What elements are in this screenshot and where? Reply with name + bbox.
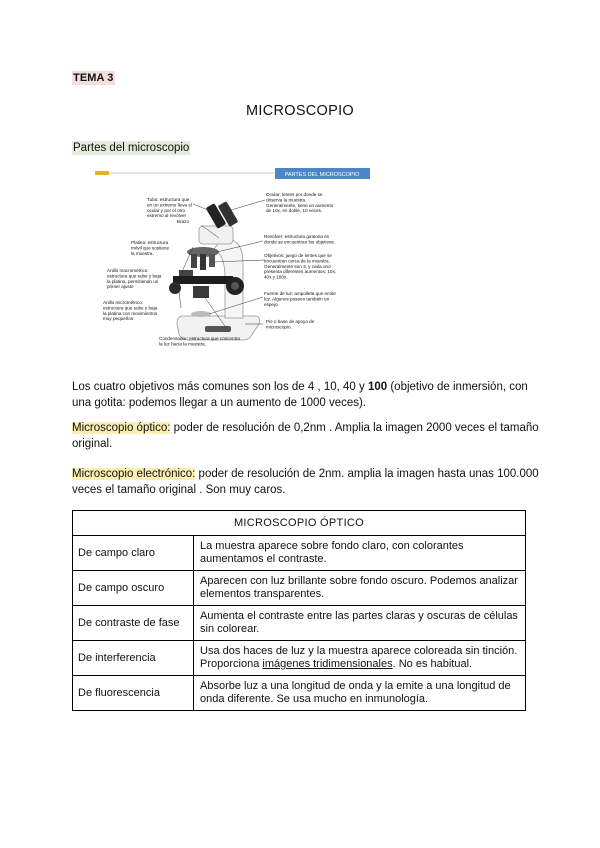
right-labels	[264, 192, 336, 329]
left-labels	[103, 197, 192, 321]
diagram-label-right: Generalmente son 3, y cada uno	[264, 263, 331, 269]
row-type: De campo oscuro	[73, 571, 194, 606]
bottom-label	[159, 336, 240, 346]
row-description: Aparecen con luz brillante sobre fondo oscuro. Podemos analizar elementos transparentes.	[194, 571, 526, 606]
decor-bar	[95, 171, 109, 175]
diagram-label-right: presenta diferentes aumentos: 10x,	[264, 269, 337, 275]
diagram-label-left: primer ajuste	[107, 284, 134, 290]
diagram-label-left: Anillo macrométrico:	[107, 268, 149, 273]
diagram-label-right: Ocular: lentes por donde se	[266, 192, 323, 197]
diagram-label-bottom: Condensador: estructura que concentra	[159, 336, 240, 341]
table-row	[73, 606, 526, 641]
table-row	[73, 676, 526, 711]
diagram-label-left: extremo al revólver	[147, 213, 187, 219]
row-type: De interferencia	[73, 641, 194, 676]
diagram-label-left: la platina, permitiendo un	[107, 278, 159, 284]
row-type: De fluorescencia	[73, 676, 194, 711]
diagram-label-right: encuentran cerca de la muestra.	[264, 258, 330, 264]
optico-label: Microscopio óptico:	[72, 422, 171, 434]
diagram-label-right: observa la muestra.	[266, 197, 307, 203]
table-row	[73, 571, 526, 606]
diagram-label-left: Tubo: estructura que	[147, 197, 190, 202]
desc-text: Usa dos haces de luz y la muestra aparece coloreada sin tinción. Proporciona	[200, 644, 518, 670]
objetivos-bold: 100	[367, 381, 388, 393]
optical-microscope-table	[72, 510, 526, 711]
diagram-label-right: Fuente de luz: ampolleta que emite	[264, 291, 336, 296]
row-type: De campo claro	[73, 536, 194, 571]
page-title: MICROSCOPIO	[245, 103, 355, 119]
svg-text:PARTES DEL MICROSCOPIO: PARTES DEL MICROSCOPIO	[284, 172, 360, 178]
diagram-label-right: 40x y 100x.	[264, 274, 288, 280]
electronico-label: Microscopio electrónico:	[72, 468, 196, 480]
diagram-label-left: móvil que sostiene	[131, 245, 170, 251]
row-description	[194, 641, 526, 676]
paragraph-electronico	[72, 467, 542, 498]
diagram-label-bottom: la luz hacia la muestra.	[159, 341, 206, 347]
objetivos-text-end: (objetivo de inmersión, con una gotita: podemos llegar a un aumento de 1000 veces).	[72, 381, 528, 409]
objetivos-text: Los cuatro objetivos más comunes son los de 4 , 10, 40 y	[72, 381, 368, 393]
diagram-label-left: la platina con movimientos	[103, 310, 158, 316]
row-type: De contraste de fase	[73, 606, 194, 641]
table-header-row	[73, 511, 526, 536]
optico-text: poder de resolución de 0,2nm . Amplia la imagen 2000 veces el tamaño original.	[72, 422, 539, 450]
diagram-label-left: ocular y por el otro	[147, 207, 186, 213]
section-subtitle: Partes del microscopio	[73, 142, 190, 154]
diagram-label-right: de 10x, en doble, 10 veces.	[266, 208, 323, 214]
table-row	[73, 536, 526, 571]
diagram-label-right: microscopio.	[266, 324, 292, 330]
diagram-label-right: Pie o base de apoyo de	[266, 319, 315, 324]
row-description: La muestra aparece sobre fondo claro, con colorantes aumentamos el contraste.	[194, 536, 526, 571]
diagram-label-left: la muestra.	[131, 250, 154, 256]
diagram-label-left: estructura que sube y baja	[103, 305, 158, 311]
section-number: TEMA 3	[73, 72, 114, 84]
diagram-label-left: en un extremo lleva el	[147, 202, 192, 208]
diagram-label-right: Objetivos: juego de lentes que se	[264, 253, 332, 258]
row-description: Absorbe luz a una longitud de onda y la emite a una longitud de onda diferente. Se usa mucho en inmunología.	[194, 676, 526, 711]
diagram-label-right: espejo.	[264, 301, 279, 307]
electronico-text: poder de resolución de 2nm. amplia la imagen hasta unas 100.000 veces el tamaño original . Son muy caros.	[72, 468, 539, 496]
diagram-label-right: Revólver: estructura giratoria en	[264, 234, 330, 239]
diagram-label-right: luz. Algunos poseen también un	[264, 296, 330, 302]
diagram-label-right: donde se encuentran los objetivos.	[264, 239, 335, 245]
tridimensional-link[interactable]: imágenes tridimensionales	[262, 658, 393, 670]
diagram-label-left: muy pequeños	[103, 316, 134, 322]
table-title: MICROSCOPIO ÓPTICO	[73, 511, 526, 536]
diagram-label-left: estructura que sube y baja	[107, 273, 162, 279]
row-description: Aumenta el contraste entre las partes claras y oscuras de células sin colorear.	[194, 606, 526, 641]
paragraph-objetivos	[72, 380, 542, 411]
diagram-label-right: Generalmente, tiene un aumento	[266, 202, 334, 208]
microscope-diagram	[95, 168, 370, 353]
desc-text-end: . No es habitual.	[392, 658, 473, 670]
diagram-label-left: Platina: estructura	[131, 240, 169, 245]
diagram-label-left: Anillo micrométrico:	[103, 300, 144, 305]
table-row	[73, 641, 526, 676]
paragraph-optico	[72, 421, 542, 452]
diagram-label-left: Brazo	[177, 219, 190, 224]
